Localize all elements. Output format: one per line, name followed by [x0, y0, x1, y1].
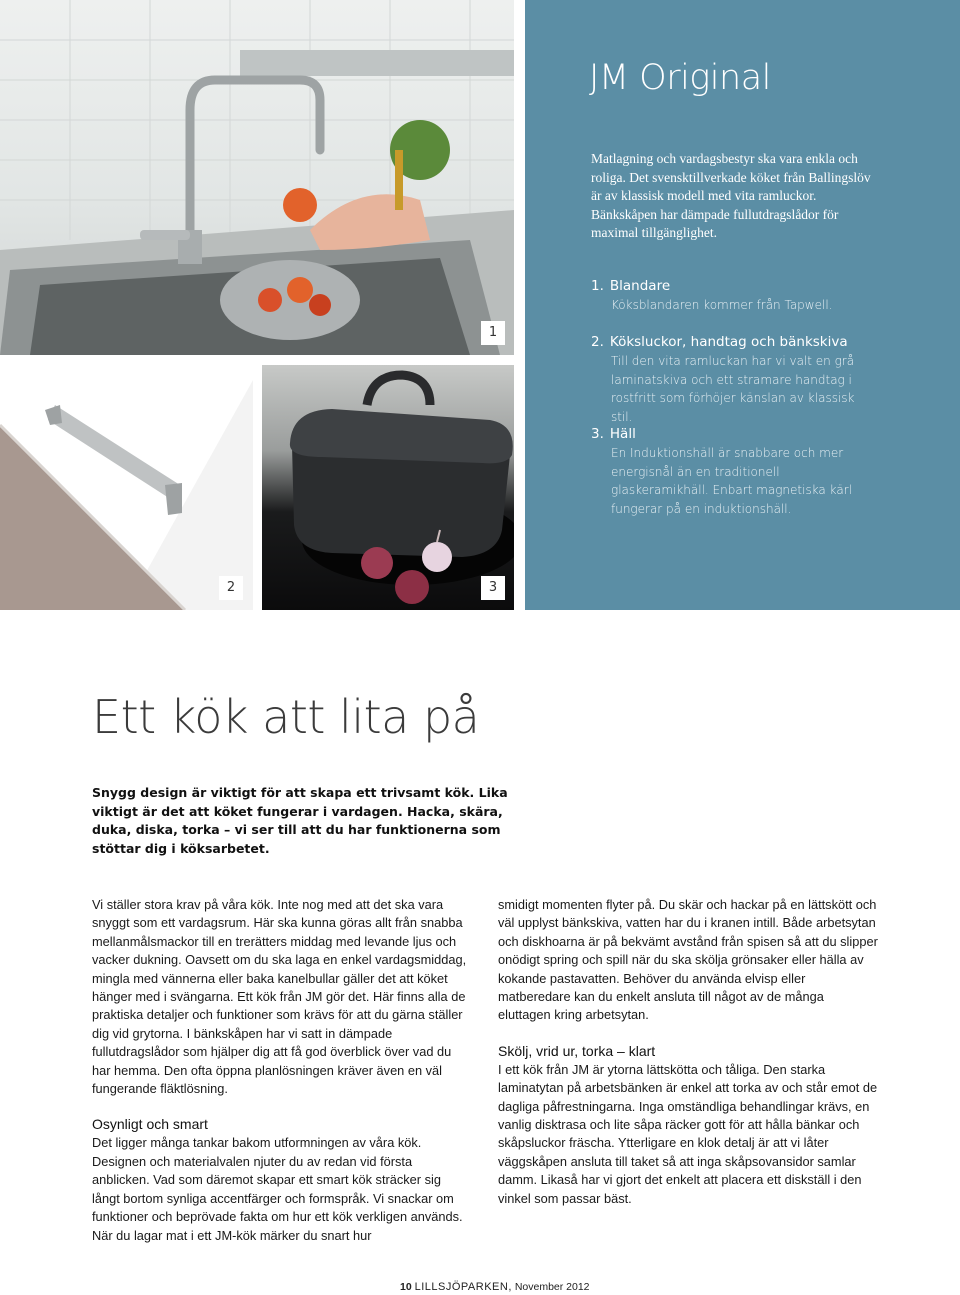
subheading: Skölj, vrid ur, torka – klart — [498, 1042, 656, 1059]
handle-photo — [0, 365, 253, 610]
panel-intro: Matlagning och vardagsbestyr ska vara enkla och roliga. Det svensktillverkade köket från Ballingslöv är av klassisk modell med vita ramluckor. Bänkskåpen har dämpade fullutdragslådor för maximal tillgänglighet. — [591, 151, 871, 240]
panel-title: JM Original — [589, 58, 771, 98]
pot-photo — [262, 365, 514, 610]
feature-description: Köksblandaren kommer från Tapwell. — [611, 298, 833, 312]
article-column-1 — [92, 896, 472, 1245]
issue-date: November 2012 — [514, 1281, 590, 1293]
feature-item — [591, 425, 871, 518]
feature-title: Köksluckor, handtag och bänkskiva — [609, 334, 848, 350]
subheading: Osynligt och smart — [92, 1116, 208, 1133]
faucet-photo — [0, 0, 514, 355]
body-paragraph: Det ligger många tankar bakom utformningen av våra kök. Designen och materialvalen njuter du av redan vid första anblicken. Vad som däremot skapar ett smart kök sträcker sig långt bortom synliga accentfärger och formspråk. Vi snackar om funktioner och beprövade fakta om hur ett kök verkligen används. När du lagar mat i ett JM-kök märker du snart hur — [92, 1135, 463, 1243]
feature-item — [591, 333, 871, 426]
feature-title: Häll — [609, 426, 636, 442]
feature-description: En Induktionshäll är snabbare och mer energisnål än en traditionell glaskeramikhäll. Enbart magnetiska kärl fungerar på en induktionshäll. — [611, 446, 852, 516]
photo-number-1: 1 — [481, 321, 505, 345]
article-lead: Snygg design är viktigt för att skapa ett trivsamt kök. Lika viktigt är det att köket fungerar i vardagen. Hacka, skära, duka, diska, torka – vi ser till att du har funktionerna som stöttar dig i köksarbetet. — [92, 785, 508, 856]
feature-description: Till den vita ramluckan har vi valt en grå laminatskiva och ett stramare handtag i rostfritt som förhöjer känslan av klassisk stil. — [611, 354, 855, 424]
feature-number: 2. — [591, 334, 604, 350]
publication-name: LILLSJÖPARKEN, — [414, 1281, 512, 1293]
body-paragraph: Vi ställer stora krav på våra kök. Inte nog med att det ska vara snyggt som ett vardagsrum. Här ska kunna göras allt från snabba mellanmålsmackor till en trerätters middag med levande ljus och vacker dukning. Oavsett om du ska laga en enkel vardagsmiddag, mingla med vännerna eller baka kanelbullar gäller det att köket hänger med i svängarna. Ett kök från JM gör det. Här finns alla de praktiska detaljer och funktioner som krävs för att du gärna ställer dig vid grytorna. I bänkskåpen har vi satt in dämpade fullutdragslådor som hjälper dig att få god överblick över vad du har hemma. Den ofta öppna planlösningen kräver även en väl fungerande fläktlösning. — [92, 897, 467, 1097]
feature-number: 3. — [591, 426, 604, 442]
feature-title: Blandare — [609, 278, 671, 294]
page-footer — [400, 1281, 590, 1293]
article-headline: Ett kök att lita på — [92, 690, 480, 744]
article-column-2 — [498, 896, 878, 1208]
info-panel — [525, 0, 960, 610]
body-paragraph: I ett kök från JM är ytorna lättskötta och tåliga. Den starka laminatytan på arbetsbänken är enkel att torka av och står emot de dagliga påfrestningarna. Inga omständliga behandlingar krävs, en vanlig disktrasa och lite såpa räcker gott för att hålla bänkar och skåpsluckor fräscha. Ytterligare en klok detalj är att vi låter väggskåpen ansluta till taket så att inga skåpsovansidor samlar damm. Likaså har vi gjort det enkelt att placera ett diskställ i den vinkel som passar bäst. — [498, 1061, 878, 1206]
photo-number-2: 2 — [219, 576, 243, 600]
photo-number-3: 3 — [481, 576, 505, 600]
feature-item — [591, 277, 871, 315]
body-paragraph: smidigt momenten flyter på. Du skär och hackar på en lättskött och väl upplyst bänkskiva, vatten har du i kranen intill. Både arbetsytan och diskhoarna är på bekvämt avstånd från spisen så att du slipper onödigt spring och spill när du ska skölja grönsaker eller hälla av kokande pastavatten. Behöver du använda elvisp eller matberedare kan du enkelt ansluta till något av de många eluttagen kring arbetsytan. — [498, 897, 878, 1023]
page-number: 10 — [400, 1281, 412, 1293]
feature-number: 1. — [591, 278, 604, 294]
